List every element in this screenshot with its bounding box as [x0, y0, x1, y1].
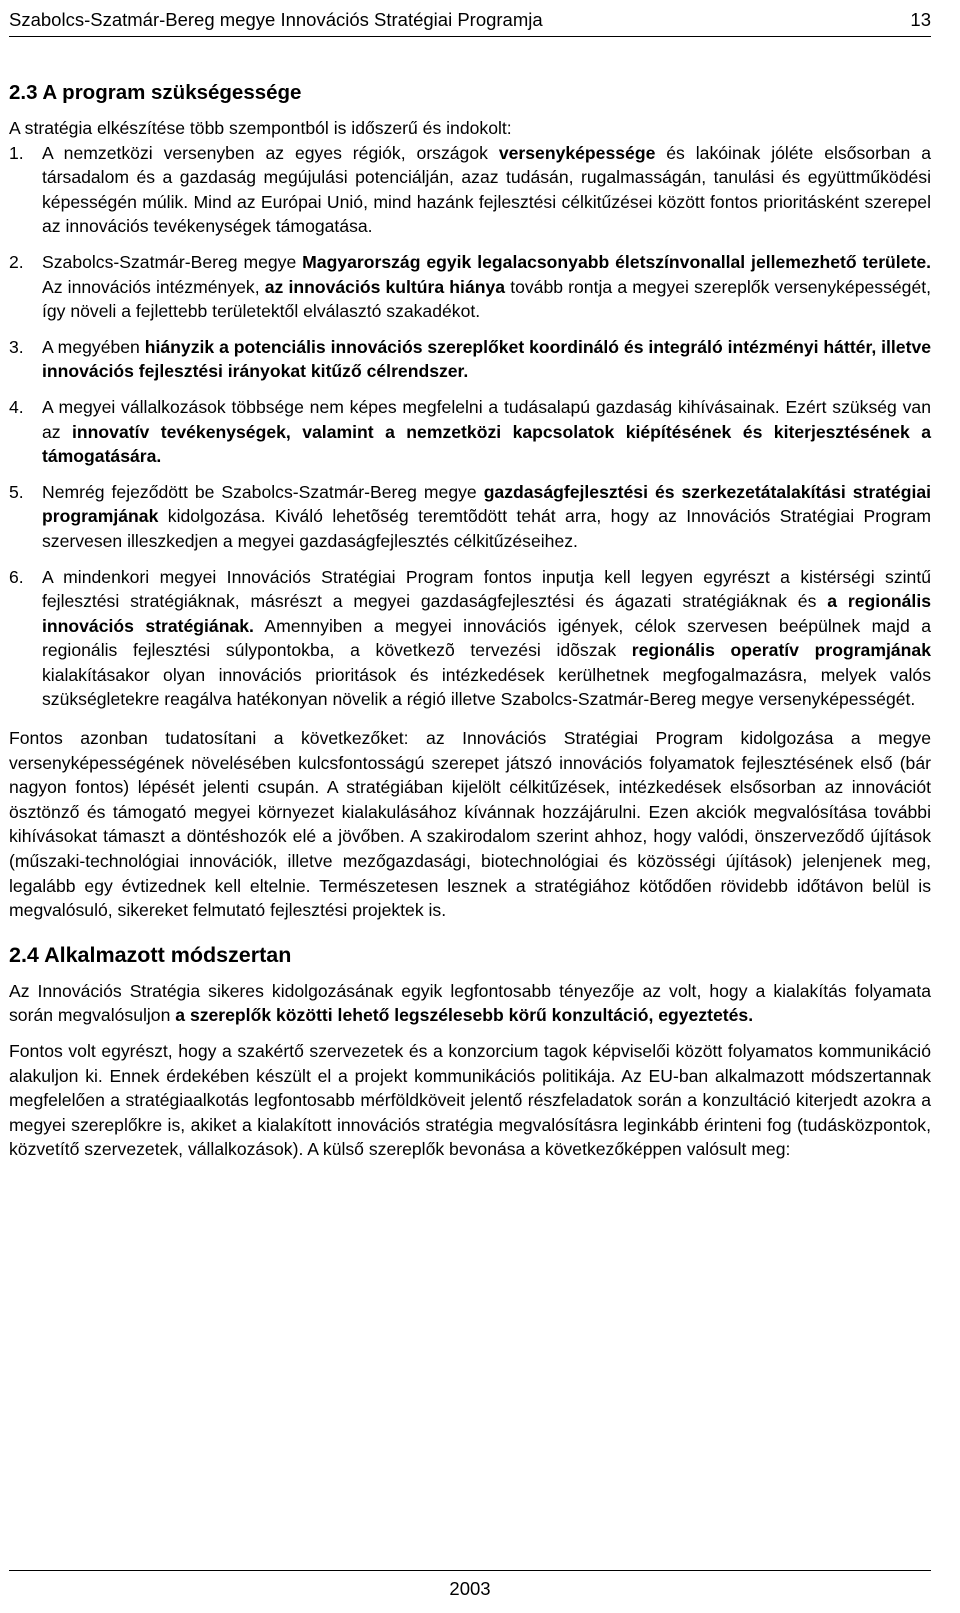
emphasized-text: versenyképessége — [498, 142, 656, 163]
text-run: A nemzetközi versenyben az egyes régiók, országok — [42, 142, 499, 163]
list-item-text — [42, 337, 931, 382]
section-heading-2-4: 2.4 Alkalmazott módszertan — [9, 942, 292, 967]
text-run: Az Innovációs Stratégia sikeres kidolgozásának egyik legfontosabb tényezője az volt, hogy a kialakítás folyamata során megvalósuljon — [9, 980, 931, 1026]
text-run: kidolgozása. Kiváló lehetõség teremtõdött tehát arra, hogy az Innovációs Stratégiai Program szervesen illeszkedjen a megyei gazdaságfejlesztés célkitűzéseihez. — [42, 506, 931, 551]
list-item-text — [42, 567, 931, 710]
list-item-number: 1. — [9, 142, 24, 163]
list-item-text — [42, 143, 931, 237]
intro-paragraph: A stratégia elkészítése több szempontból is időszerű és indokolt: — [9, 118, 512, 138]
list-item — [9, 395, 931, 469]
emphasized-text: hiányzik a potenciális innovációs szereplőket koordináló és integráló intézményi háttér, illetve innovációs fejlesztési irányokat kitűző célrendszer. — [42, 336, 932, 382]
closing-paragraph: Fontos azonban tudatosítani a következőket: az Innovációs Stratégiai Program kidolgozása a megye versenyképességének növelésében kulcsfontosságú szerepet játszó innovációs folyamatok fejlesztésének első (bár nagyon fontos) lépését jelenti csupán. A stratégiában kijelölt célkitűzések, intézkedések elsősorban az innovációt ösztönző és támogató megyei környezet kialakulásához kívánnak hozzájárulni. Ezen akciók megvalósítása további kihívásokat támaszt a döntéshozók elé a jövőben. A szakirodalom szerint ahhoz, hogy valódi, önszerveződő újítások (műszaki-technológiai innovációk, illetve mezőgazdasági, biotechnológiai és közösségi újítások) jelenjenek meg, legalább egy évtizednek kell eltelnie. Természetesen lesznek a stratégiához kötődően rövidebb időtávon belül is megvalósuló, sikereket felmutató fejlesztési projektek is. — [9, 728, 931, 921]
list-item — [9, 141, 931, 239]
footer-year: 2003 — [449, 1578, 491, 1599]
list-item-number: 2. — [9, 251, 24, 272]
list-item-text — [42, 482, 931, 551]
list-item-number: 3. — [9, 336, 24, 357]
emphasized-text: innovatív tevékenységek, valamint a nemzetközi kapcsolatok kiépítésének és kiterjesztésének a támogatására. — [42, 421, 931, 467]
section-heading-2-3: 2.3 A program szükségessége — [9, 81, 302, 104]
page-header — [9, 6, 931, 37]
list-item-number: 4. — [9, 396, 24, 417]
text-run: Amennyiben a megyei innovációs igények, célok szervesen beépülnek majd a regionális fejlesztési súlypontokba, a következõ tervezési idõszak — [42, 615, 931, 661]
list-item-number: 6. — [9, 566, 24, 587]
list-item — [9, 335, 931, 384]
list-item — [9, 250, 931, 324]
text-run: kialakításakor olyan innovációs prioritások és intézkedések kerülhetnek megfogalmazásra, melyek valós szükségletekre reagálva hatékonyan növelik a régió illetve Szabolcs-Szatmár-Bereg megye versenyképességét. — [42, 664, 931, 710]
document-title: Szabolcs-Szatmár-Bereg megye Innovációs Stratégiai Programja — [9, 9, 543, 30]
text-run: Nemrég fejeződött be Szabolcs-Szatmár-Bereg megye — [42, 481, 484, 502]
page-footer — [9, 1570, 931, 1601]
list-item — [9, 565, 931, 713]
list-item-text — [42, 397, 931, 466]
text-run: A mindenkori megyei Innovációs Stratégiai Program fontos inputja kell legyen egyrészt a kistérségi szintű fejlesztési stratégiáknak, másrészt a megyei gazdaságfejlesztési és ágazati stratégiáknak és — [42, 566, 931, 612]
text-run: és lakóinak jóléte elsősorban a társadalom és a gazdaság megújulási potenciálján, azaz tudásán, rugalmasságán, tanulási és együttműködési képességén múlik. Mind az Európai Unió, mind hazánk fejlesztési célkitűzései között fontos prioritásként szerepel az innovációs tevékenységek támogatása. — [42, 142, 931, 237]
page-content — [9, 80, 931, 1162]
text-run: tovább rontja a megyei szereplők versenyképességét, így növeli a fejlettebb területektől elválasztó szakadékot. — [42, 276, 932, 322]
methodology-paragraph-2: Fontos volt egyrészt, hogy a szakértő szervezetek és a konzorcium tagok képviselői között folyamatos kommunikáció alakuljon ki. Ennek érdekében készült el a projekt kommunikációs politikája. Az EU-ban alkalmazott módszertannak megfelelően a stratégiaalkotás legfontosabb mérföldköveit jelentő részfeladatok során a konzultáció kiterjedt azokra a megyei szereplőkre is, akiket a kialakított innovációs stratégia megvalósításra leginkább érinteni fog (tudásközpontok, közvetítő szervezetek, vállalkozások). A külső szereplők bevonása a következőképpen valósult meg: — [9, 1041, 931, 1160]
text-run: Szabolcs-Szatmár-Bereg megye — [42, 251, 303, 272]
reasons-list — [9, 141, 931, 712]
text-run: A megyében — [42, 336, 145, 357]
emphasized-text: regionális operatív programjának — [631, 640, 931, 661]
emphasized-text: Magyarország egyik legalacsonyabb életszínvonallal jellemezhető területe. — [302, 251, 931, 272]
emphasized-text: a regionális innovációs stratégiának. — [42, 591, 931, 636]
page-number: 13 — [910, 9, 931, 30]
emphasized-text: gazdaságfejlesztési és szerkezetátalakítási stratégiai programjának — [42, 481, 932, 527]
list-item — [9, 480, 931, 554]
emphasized-text: az innovációs kultúra hiánya — [264, 276, 506, 297]
text-run: A megyei vállalkozások többsége nem képes megfelelni a tudásalapú gazdaság kihívásainak. Ezért szükség van az — [42, 396, 931, 442]
emphasized-text: a szereplők közötti lehető legszélesebb körű konzultáció, egyeztetés. — [175, 1005, 754, 1026]
text-run: Az innovációs intézmények, — [42, 276, 265, 297]
list-item-number: 5. — [9, 481, 24, 502]
methodology-paragraph-1 — [9, 979, 931, 1028]
list-item-text — [42, 252, 931, 321]
